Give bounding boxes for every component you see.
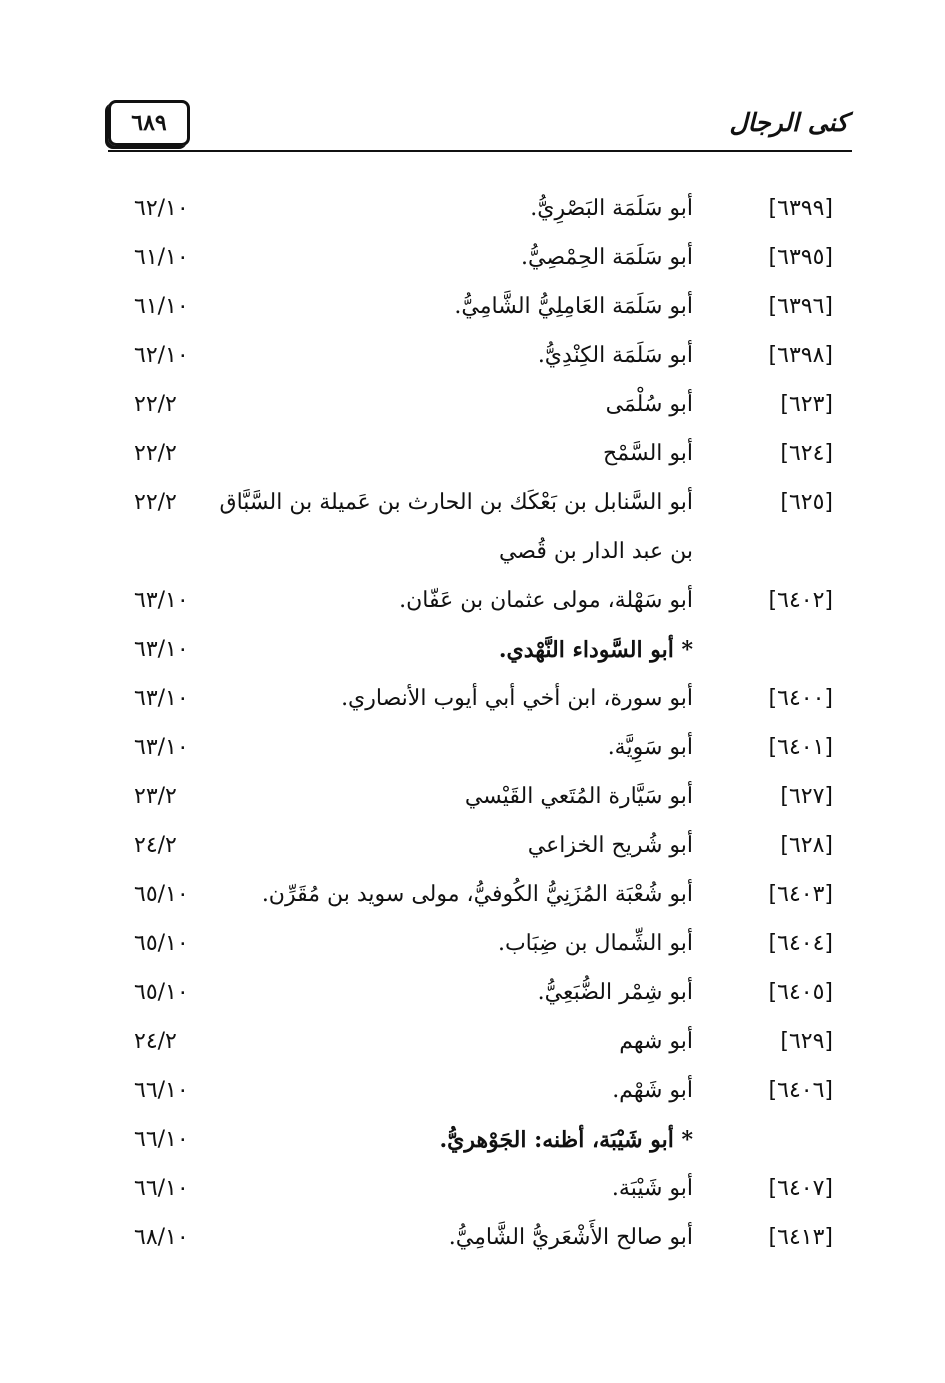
entry-reference: ٦٨/١٠ — [134, 1225, 189, 1250]
entry-number: [٦٣٩٨] — [768, 343, 833, 368]
entry-number: [٦٤٠٥] — [768, 980, 833, 1005]
entry-number: [٦٢٨] — [780, 833, 833, 858]
entry-name: أبو شَهْم. — [612, 1078, 693, 1103]
entry-name: أبو سَلَمَة العَامِلِيُّ الشَّامِيُّ. — [454, 294, 693, 319]
entry-row — [0, 196, 945, 232]
entry-reference: ٢٤/٢ — [134, 833, 177, 858]
entry-reference: ٦٦/١٠ — [134, 1127, 189, 1152]
entry-row — [0, 441, 945, 477]
entry-number: [٦٣٩٦] — [768, 294, 833, 319]
entry-row — [0, 490, 945, 526]
entry-row — [0, 931, 945, 967]
entry-name: أبو سَلَمَة الحِمْصِيُّ. — [521, 245, 693, 270]
page-header — [108, 96, 852, 152]
entry-number: [٦٢٥] — [780, 490, 833, 515]
entry-row — [0, 637, 945, 673]
entry-name: أبو سَلَمَة البَصْرِيُّ. — [530, 196, 693, 221]
entry-number: [٦٤٠١] — [768, 735, 833, 760]
entry-number: [٦٤٠٢] — [768, 588, 833, 613]
entry-reference: ٦٣/١٠ — [134, 637, 189, 662]
entry-row — [0, 1078, 945, 1114]
entry-reference: ٦٥/١٠ — [134, 882, 189, 907]
entry-name: أبو صالح الأَشْعَريُّ الشَّامِيُّ. — [448, 1225, 693, 1250]
entry-name: أبو سَهْلة، مولى عثمان بن عَفّان. — [399, 588, 693, 613]
entry-row — [0, 1176, 945, 1212]
entry-row — [0, 343, 945, 379]
entry-number: [٦٣٩٩] — [768, 196, 833, 221]
entry-reference: ٦١/١٠ — [134, 294, 189, 319]
entry-number: [٦٢٩] — [780, 1029, 833, 1054]
entry-name: أبو الشِّمال بن ضِبَاب. — [497, 931, 693, 956]
entry-number: [٦٤٠٣] — [768, 882, 833, 907]
entry-reference: ٦١/١٠ — [134, 245, 189, 270]
entry-row — [0, 392, 945, 428]
entry-row — [0, 1127, 945, 1163]
entry-reference: ٦٦/١٠ — [134, 1176, 189, 1201]
entry-number: [٦٢٣] — [780, 392, 833, 417]
entry-name: أبو شَيْبَة. — [611, 1176, 693, 1201]
entry-reference: ٦٢/١٠ — [134, 343, 189, 368]
entry-row — [0, 735, 945, 771]
entry-name: * أبو السَّوداء النَّهْدي. — [498, 637, 693, 663]
entry-row — [0, 833, 945, 869]
entry-name: أبو سورة، ابن أخي أبي أيوب الأنصاري. — [341, 686, 693, 711]
entry-row — [0, 245, 945, 281]
entry-row — [0, 980, 945, 1016]
entry-reference: ٦٥/١٠ — [134, 931, 189, 956]
entry-reference: ٢٣/٢ — [134, 784, 177, 809]
entry-reference: ٢٢/٢ — [134, 441, 177, 466]
entry-name: أبو سَوِيَّة. — [607, 735, 693, 760]
entry-reference: ٢٤/٢ — [134, 1029, 177, 1054]
entry-name: أبو السَّمْح — [603, 441, 693, 466]
running-title: كنى الرجال — [729, 108, 848, 137]
entry-row — [0, 1225, 945, 1261]
entry-number: [٦٣٩٥] — [768, 245, 833, 270]
entry-name: أبو شُعْبَة المُزَنِيُّ الكُوفيُّ، مولى سويد بن مُقَرِّن. — [261, 882, 693, 907]
entry-reference: ٦٣/١٠ — [134, 686, 189, 711]
entry-row — [0, 1029, 945, 1065]
entry-reference: ٦٣/١٠ — [134, 588, 189, 613]
entry-name: أبو سَلَمَة الكِنْدِيُّ. — [537, 343, 693, 368]
entry-name: أبو سَيَّارة المُتَعي القَيْسي — [464, 784, 693, 809]
entry-number: [٦٤٠٧] — [768, 1176, 833, 1201]
entry-row — [0, 784, 945, 820]
entry-name: أبو شُريح الخزاعي — [527, 833, 693, 858]
entry-continuation: بن عبد الدار بن قُصي — [498, 539, 693, 564]
entry-row — [0, 588, 945, 624]
entry-row — [0, 294, 945, 330]
entry-number: [٦٤٠٦] — [768, 1078, 833, 1103]
entry-reference: ٦٢/١٠ — [134, 196, 189, 221]
entry-number: [٦٢٧] — [780, 784, 833, 809]
entry-number: [٦٤٠٠] — [768, 686, 833, 711]
entry-name: أبو شِمْر الضُّبَعِيُّ. — [537, 980, 693, 1005]
entry-number: [٦٤١٣] — [768, 1225, 833, 1250]
entry-reference: ٦٦/١٠ — [134, 1078, 189, 1103]
entry-number: [٦٤٠٤] — [768, 931, 833, 956]
entry-reference: ٢٢/٢ — [134, 392, 177, 417]
entry-row — [0, 882, 945, 918]
entry-name: أبو شهم — [619, 1029, 693, 1054]
entry-name: * أبو شَيْبَة، أظنه: الجَوْهريُّ. — [439, 1127, 693, 1153]
entry-row — [0, 686, 945, 722]
entry-name: أبو السَّنابل بن بَعْكَك بن الحارث بن عَميلة بن السَّبَّاق — [219, 490, 693, 515]
entry-name: أبو سُلْمَى — [605, 392, 693, 417]
entry-reference: ٦٥/١٠ — [134, 980, 189, 1005]
entry-reference: ٦٣/١٠ — [134, 735, 189, 760]
entry-number: [٦٢٤] — [780, 441, 833, 466]
page-number: ٦٨٩ — [108, 100, 190, 146]
header-rule — [108, 150, 852, 152]
entry-reference: ٢٢/٢ — [134, 490, 177, 515]
